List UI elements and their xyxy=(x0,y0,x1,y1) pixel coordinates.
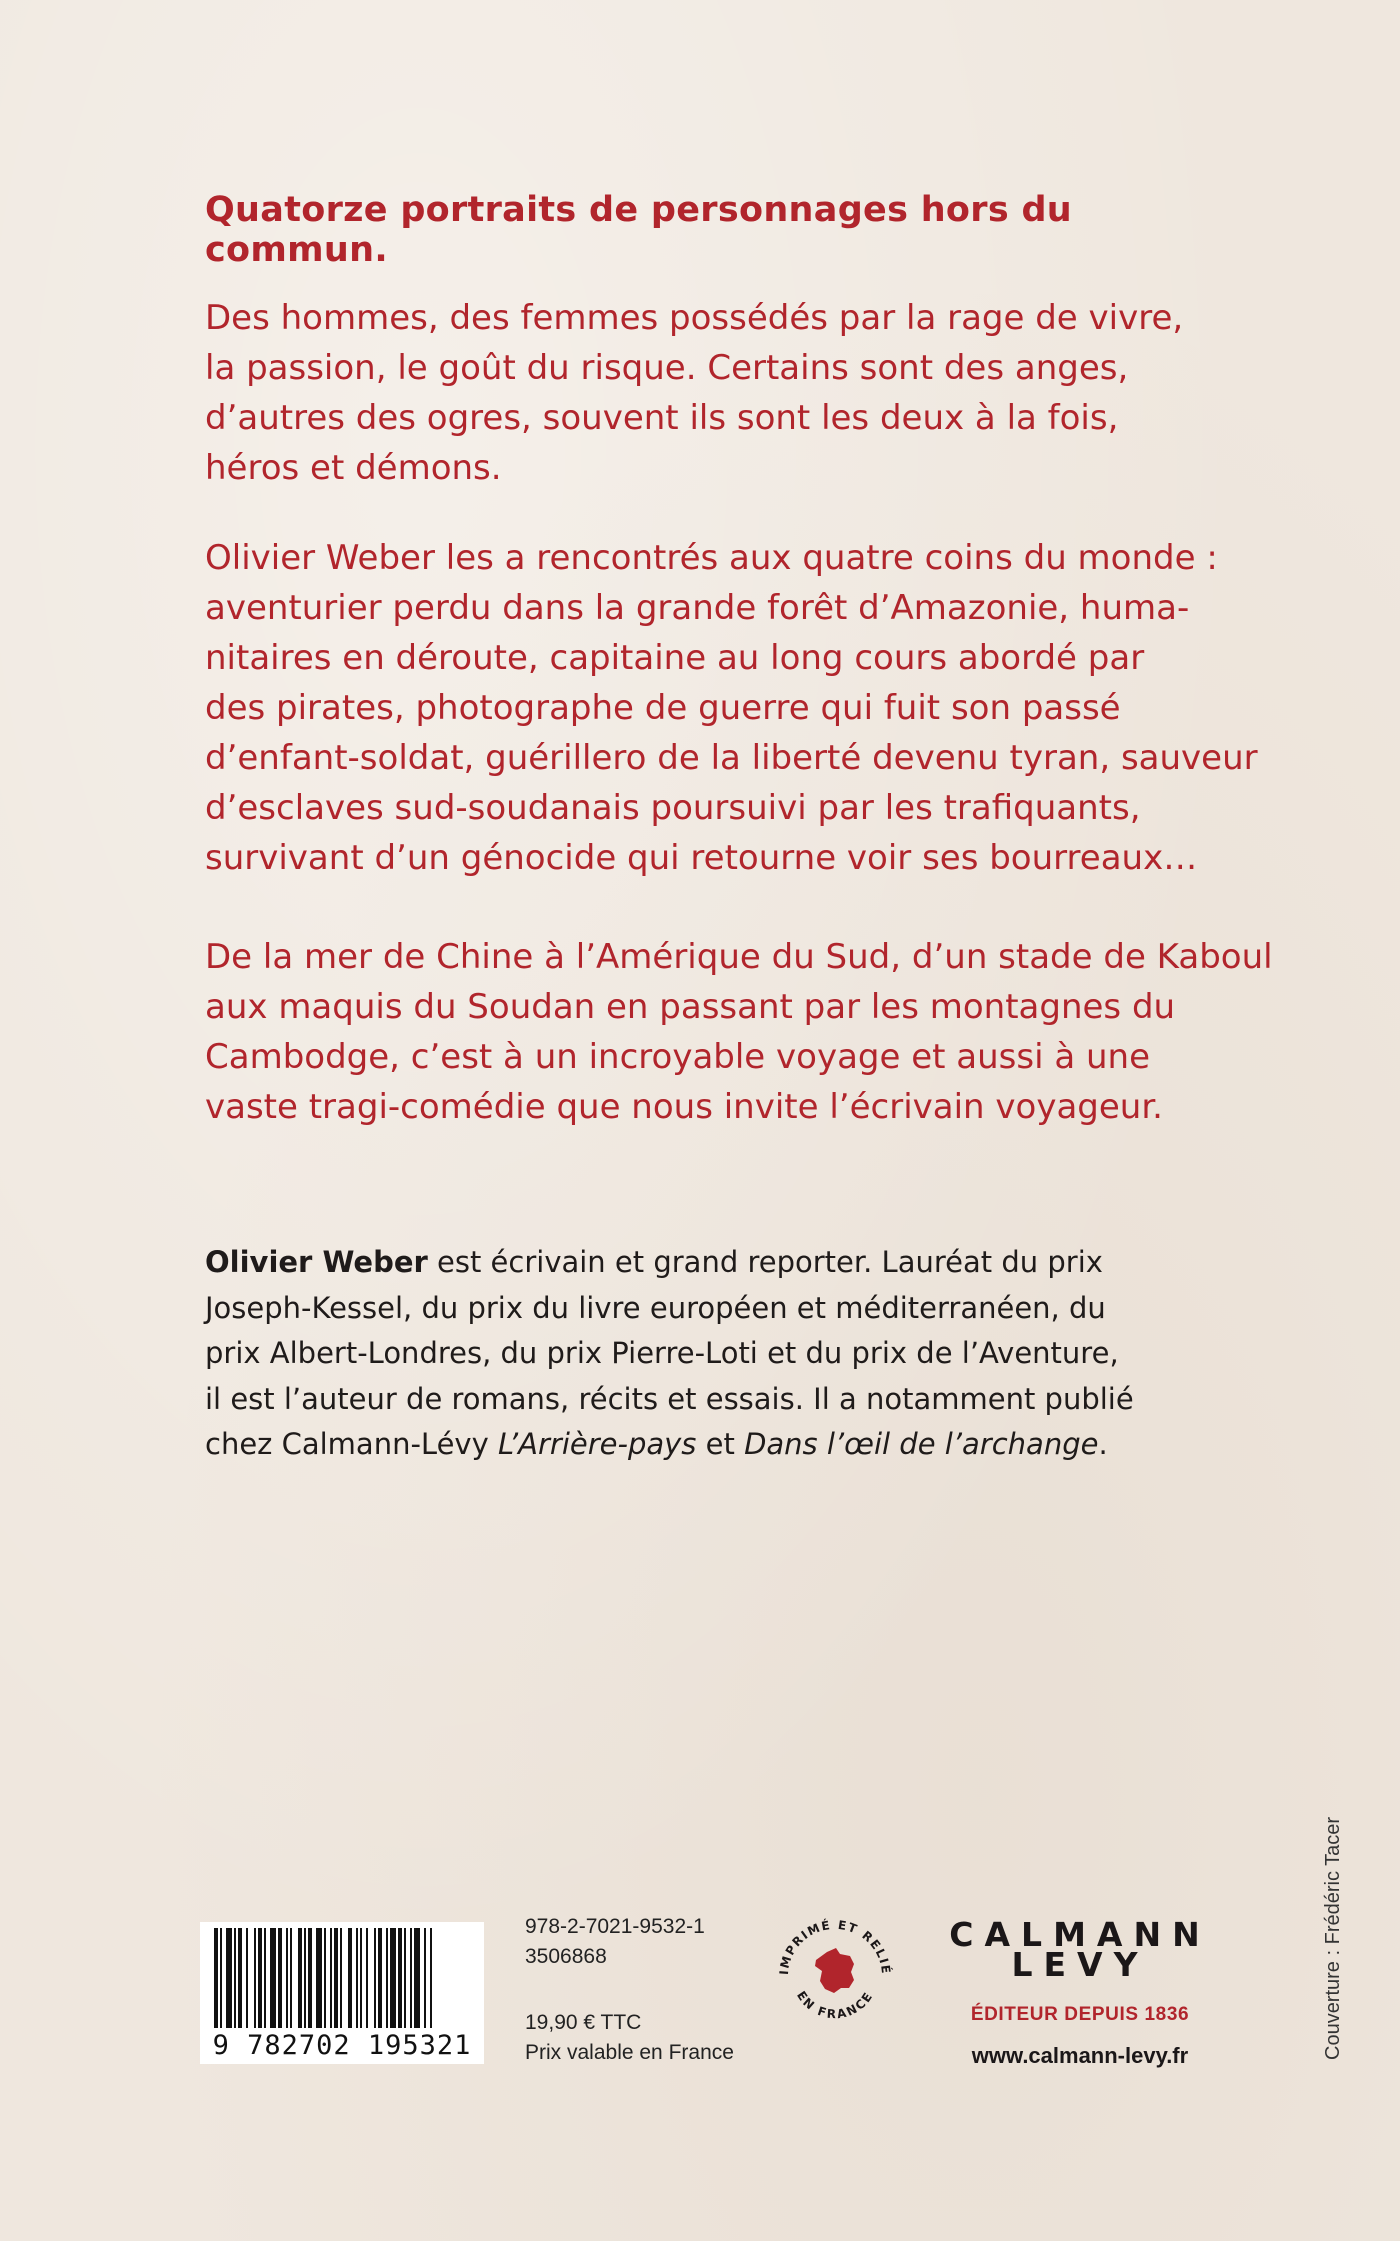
paragraph-line: d’enfant-soldat, guérillero de la liberté devenu tyran, sauveur xyxy=(205,738,1258,778)
barcode-bar xyxy=(348,1928,352,2032)
barcode-bar xyxy=(214,1928,218,2032)
barcode-bar xyxy=(356,1928,358,2032)
barcode-bar xyxy=(238,1928,242,2032)
price-block xyxy=(525,2008,734,2068)
barcode-bar xyxy=(316,1928,322,2032)
barcode xyxy=(200,1922,484,2064)
barcode-bar xyxy=(430,1928,432,2032)
barcode-bar xyxy=(414,1928,420,2032)
paragraph-line: Des hommes, des femmes possédés par la rage de vivre, xyxy=(205,298,1184,338)
paragraph-2 xyxy=(205,533,1258,883)
bio-line: il est l’auteur de romans, récits et essais. Il a notamment publié xyxy=(205,1381,1134,1416)
barcode-bar xyxy=(324,1928,326,2032)
author-bio xyxy=(205,1240,1225,1468)
publisher-tagline: ÉDITEUR DEPUIS 1836 xyxy=(970,2004,1190,2025)
paragraph-line: d’esclaves sud-soudanais poursuivi par les trafiquants, xyxy=(205,788,1141,828)
barcode-bar xyxy=(286,1928,288,2032)
paragraph-line: aventurier perdu dans la grande forêt d’Amazonie, huma- xyxy=(205,588,1190,628)
author-name: Olivier Weber xyxy=(205,1245,428,1279)
bio-line: chez Calmann-Lévy L’Arrière-pays et Dans l’œil de l’archange. xyxy=(205,1427,1108,1461)
barcode-bar xyxy=(410,1928,412,2032)
paragraph-1 xyxy=(205,293,1225,493)
barcode-bar xyxy=(374,1928,376,2032)
barcode-bar xyxy=(378,1928,382,2032)
barcode-bar xyxy=(360,1928,362,2032)
paragraph-line: la passion, le goût du risque. Certains sont des anges, xyxy=(205,348,1129,388)
cover-credit: Couverture : Frédéric Tacer xyxy=(1322,1816,1344,2060)
product-code: 3506868 xyxy=(525,1945,607,1968)
isbn-block xyxy=(525,1912,705,1972)
paragraph-line: Olivier Weber les a rencontrés aux quatre coins du monde : xyxy=(205,538,1218,578)
bio-line: prix Albert-Londres, du prix Pierre-Loti et du prix de l’Aventure, xyxy=(205,1336,1119,1370)
barcode-bar xyxy=(234,1928,236,2032)
book-title: L’Arrière-pays xyxy=(497,1427,697,1461)
barcode-bar xyxy=(404,1928,406,2032)
paragraph-line: Cambodge, c’est à un incroyable voyage et aussi à une xyxy=(205,1037,1150,1077)
paragraph-line: des pirates, photographe de guerre qui fuit son passé xyxy=(205,688,1121,728)
france-map-icon xyxy=(815,1948,854,1993)
barcode-bar xyxy=(290,1928,292,2032)
paragraph-line: nitaires en déroute, capitaine au long cours abordé par xyxy=(205,638,1145,678)
barcode-bar xyxy=(270,1928,276,2032)
barcode-bar xyxy=(334,1928,338,2032)
stamp-bottom-text: EN FRANCE xyxy=(793,1988,877,2022)
barcode-bar xyxy=(340,1928,342,2032)
barcode-bar xyxy=(424,1928,426,2032)
headline: Quatorze portraits de personnages hors du commun. xyxy=(205,190,1073,270)
barcode-bar xyxy=(226,1928,232,2032)
barcode-bar xyxy=(330,1928,332,2032)
paragraph-3 xyxy=(205,932,1273,1132)
barcode-bar xyxy=(298,1928,302,2032)
stamp-top-text: IMPRIMÉ ET RELIÉ xyxy=(776,1917,894,1976)
price-amount: 19,90 € TTC xyxy=(525,2011,642,2034)
paragraph-line: héros et démons. xyxy=(205,448,502,488)
isbn-number: 978-2-7021-9532-1 xyxy=(525,1915,705,1938)
barcode-bar xyxy=(258,1928,262,2032)
barcode-digits: 9 782702 195321 xyxy=(200,2028,484,2064)
barcode-bar xyxy=(278,1928,282,2032)
book-title: Dans l’œil de l’archange xyxy=(744,1427,1099,1461)
barcode-bar xyxy=(308,1928,312,2032)
printed-in-france-stamp xyxy=(770,1908,900,2038)
publisher-block xyxy=(940,1915,1220,2069)
barcode-bar xyxy=(390,1928,396,2032)
publisher-url: www.calmann-levy.fr xyxy=(971,2043,1189,2068)
bio-line: Olivier Weber est écrivain et grand reporter. Lauréat du prix xyxy=(205,1245,1103,1279)
svg-text:EN FRANCE xyxy=(794,1989,876,2022)
paragraph-line: d’autres des ogres, souvent ils sont les deux à la fois, xyxy=(205,398,1119,438)
bio-line: Joseph-Kessel, du prix du livre européen et méditerranéen, du xyxy=(205,1290,1106,1325)
barcode-bar xyxy=(246,1928,248,2032)
barcode-bar xyxy=(398,1928,402,2032)
paragraph-line: aux maquis du Soudan en passant par les montagnes du xyxy=(205,987,1176,1027)
price-note: Prix valable en France xyxy=(525,2041,734,2064)
barcode-bar xyxy=(386,1928,388,2032)
publisher-logo: CALMANN LEVY xyxy=(949,1915,1211,1984)
barcode-bar xyxy=(264,1928,266,2032)
paragraph-line: De la mer de Chine à l’Amérique du Sud, d’un stade de Kaboul xyxy=(205,937,1273,977)
paragraph-line: vaste tragi-comédie que nous invite l’écrivain voyageur. xyxy=(205,1087,1163,1127)
paragraph-line: survivant d’un génocide qui retourne voir ses bourreaux… xyxy=(205,838,1198,878)
barcode-bar xyxy=(220,1928,222,2032)
barcode-bar xyxy=(254,1928,256,2032)
barcode-bar xyxy=(304,1928,306,2032)
barcode-bar xyxy=(366,1928,368,2032)
